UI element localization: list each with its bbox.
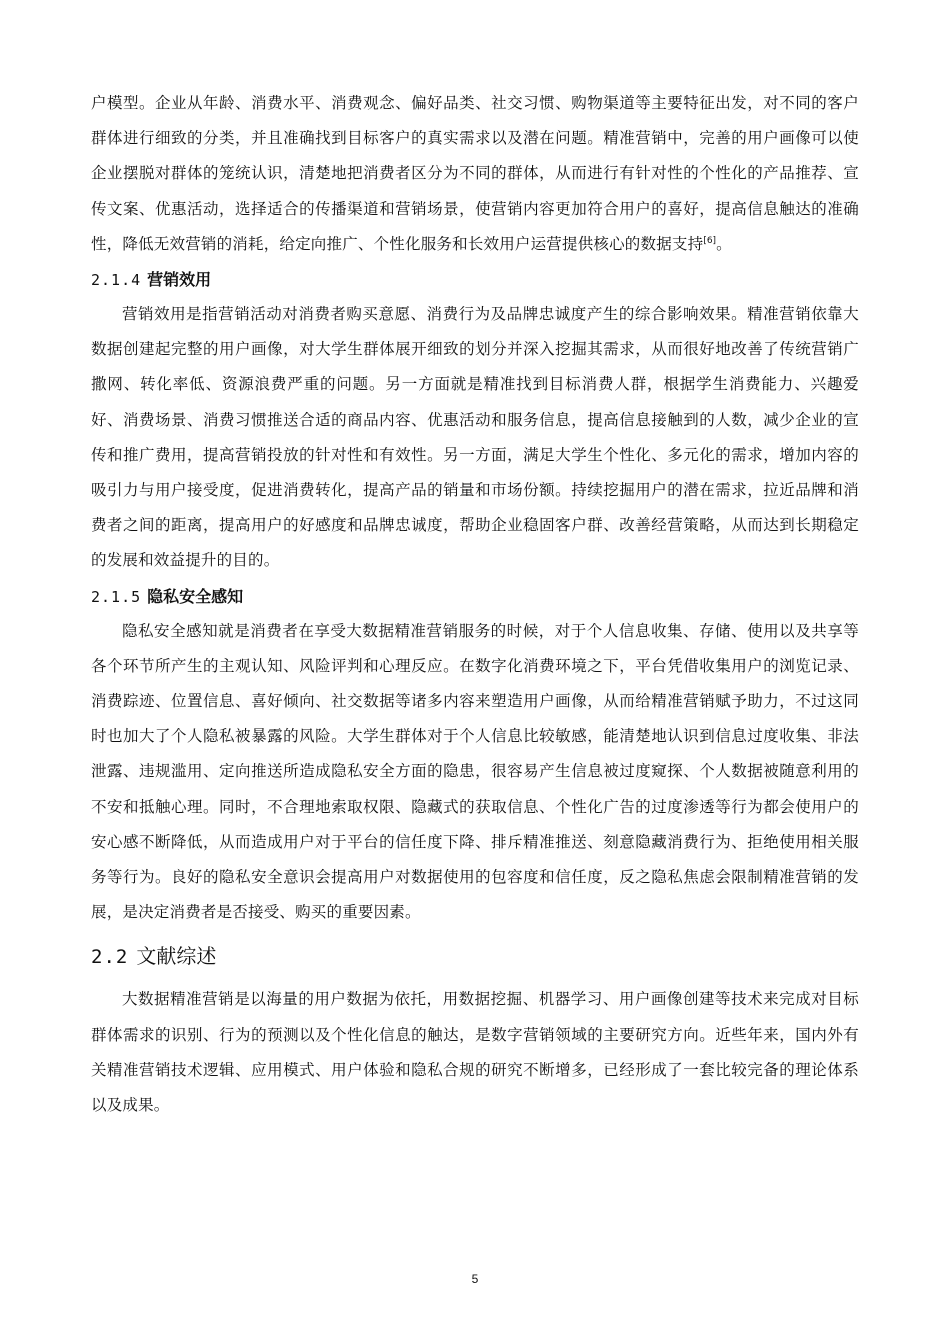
section-number: 2.1.4 [91,271,142,290]
section-title: 隐私安全感知 [147,586,244,606]
section-paragraph-2-1-5: 隐私安全感知就是消费者在享受大数据精准营销服务的时候，对于个人信息收集、存储、使用以及共享等各个环节所产生的主观认知、风险评判和心理反应。在数字化消费环境之下，平台凭借收集用户的浏览记录、消费踪迹、位置信息、喜好倾向、社交数据等诸多内容来塑造用户画像，从而给精准营销赋予助力，不过这同时也加大了个人隐私被暴露的风险。大学生群体对于个人信息比较敏感，能清楚地认识到信息过度收集、非法泄露、违规滥用、定向推送所造成隐私安全方面的隐患，很容易产生信息被过度窥探、个人数据被随意利用的不安和抵触心理。同时，不合理地索取权限、隐藏式的获取信息、个性化广告的过度渗透等行为都会使用户的安心感不断降低，从而造成用户对于平台的信任度下降、排斥精准推送、刻意隐藏消费行为、拒绝使用相关服务等行为。良好的隐私安全意识会提高用户对数据使用的包容度和信任度，反之隐私焦虑会限制精准营销的发展，是决定消费者是否接受、购买的重要因素。 [91,621,859,922]
section-title: 文献综述 [136,944,217,969]
intro-paragraph [91,86,859,262]
section-title: 营销效用 [147,270,212,290]
section-paragraph-2-1-4: 营销效用是指营销活动对消费者购买意愿、消费行为及品牌忠诚度产生的综合影响效果。精准营销依靠大数据创建起完整的用户画像，对大学生群体展开细致的划分并深入挖掘其需求，从而很好地改善了传统营销广撒网、转化率低、资源浪费严重的问题。另一方面就是精准找到目标消费人群，根据学生消费能力、兴趣爱好、消费场景、消费习惯推送合适的商品内容、优惠活动和服务信息，提高信息接触到的人数，减少企业的宣传和推广费用，提高营销投放的针对性和有效性。另一方面，满足大学生个性化、多元化的需求，增加内容的吸引力与用户接受度，促进消费转化，提高产品的销量和市场份额。持续挖掘用户的潜在需求，拉近品牌和消费者之间的距离，提高用户的好感度和品牌忠诚度，帮助企业稳固客户群、改善经营策略，从而达到长期稳定的发展和效益提升的目的。 [91,305,859,570]
section-paragraph-2-2: 大数据精准营销是以海量的用户数据为依托，用数据挖掘、机器学习、用户画像创建等技术来完成对目标群体需求的识别、行为的预测以及个性化信息的触达，是数字营销领域的主要研究方向。近些年来，国内外有关精准营销技术逻辑、应用模式、用户体验和隐私合规的研究不断增多，已经形成了一套比较完备的理论体系以及成果。 [91,990,859,1115]
section-heading-2-2 [91,932,859,980]
section-number: 2.1.5 [91,587,142,606]
section-heading-2-1-5 [91,579,859,614]
citation-ref: [6] [703,235,717,246]
document-page [91,86,859,1123]
intro-paragraph-text: 户模型。企业从年龄、消费水平、消费观念、偏好品类、社交习惯、购物渠道等主要特征出发，对不同的客户群体进行细致的分类，并且准确找到目标客户的真实需求以及潜在问题。精准营销中，完善的用户画像可以使企业摆脱对群体的笼统认识，清楚地把消费者区分为不同的群体，从而进行有针对性的个性化的产品推荐、宣传文案、优惠活动，选择适合的传播渠道和营销场景，使营销内容更加符合用户的喜好，提高信息触达的准确性，降低无效营销的消耗，给定向推广、个性化服务和长效用户运营提供核心的数据支持 [91,94,859,253]
page-number: 5 [471,1272,479,1286]
intro-paragraph-tail: 。 [716,234,732,253]
section-heading-2-1-4 [91,262,859,297]
section-number: 2.2 [91,946,129,969]
